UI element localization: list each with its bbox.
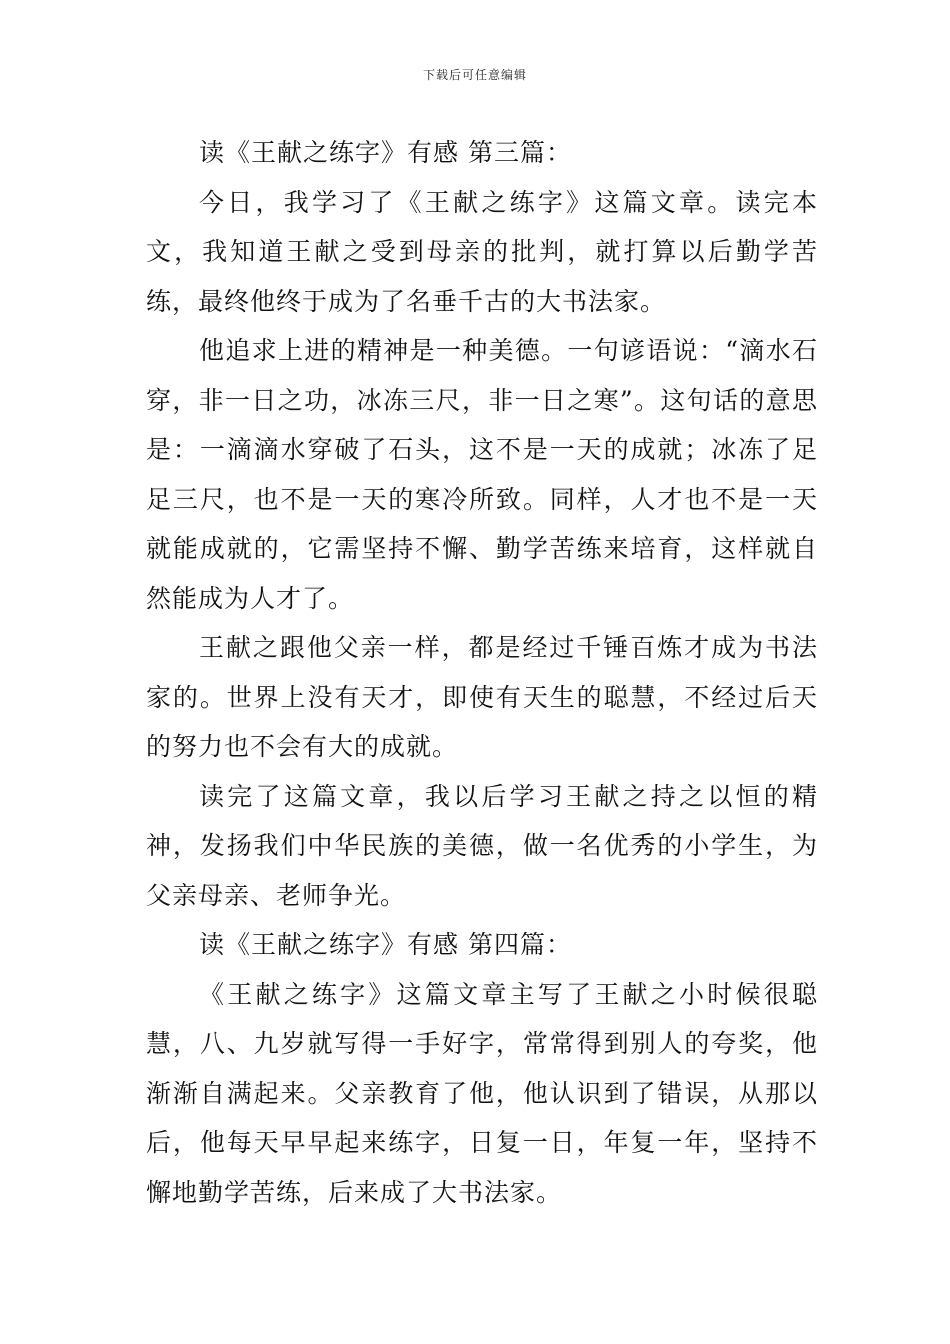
page-header-note: 下载后可任意编辑 xyxy=(422,68,527,82)
paragraph: 《王献之练字》这篇文章主写了王献之小时候很聪慧，八、九岁就写得一手好字，常常得到别人的夸奖，他渐渐自满起来。父亲教育了他，他认识到了错误，从那以后，他每天早早起来练字，日复一日，年复一年，坚持不懈地勤学苦练，后来成了大书法家。 xyxy=(146,979,818,1207)
document-body xyxy=(146,128,818,1217)
section-heading-4: 读《王献之练字》有感 第四篇： xyxy=(199,930,572,959)
paragraph: 他追求上进的精神是一种美德。一句谚语说：“滴水石穿，非一日之功，冰冻三尺，非一日之寒”。这句话的意思是：一滴滴水穿破了石头，这不是一天的成就；冰冻了足足三尺，也不是一天的寒冷所致。同样，人才也不是一天就能成就的，它需坚持不懈、勤学苦练来培育，这样就自然能成为人才了。 xyxy=(146,336,818,613)
paragraph: 读完了这篇文章，我以后学习王献之持之以恒的精神，发扬我们中华民族的美德，做一名优秀的小学生，为父亲母亲、老师争光。 xyxy=(146,781,818,910)
paragraph: 今日，我学习了《王献之练字》这篇文章。读完本文，我知道王献之受到母亲的批判，就打算以后勤学苦练，最终他终于成为了名垂千古的大书法家。 xyxy=(146,187,818,316)
section-heading-3: 读《王献之练字》有感 第三篇： xyxy=(199,138,572,167)
paragraph: 王献之跟他父亲一样，都是经过千锤百炼才成为书法家的。世界上没有天才，即使有天生的聪慧，不经过后天的努力也不会有大的成就。 xyxy=(146,633,818,761)
